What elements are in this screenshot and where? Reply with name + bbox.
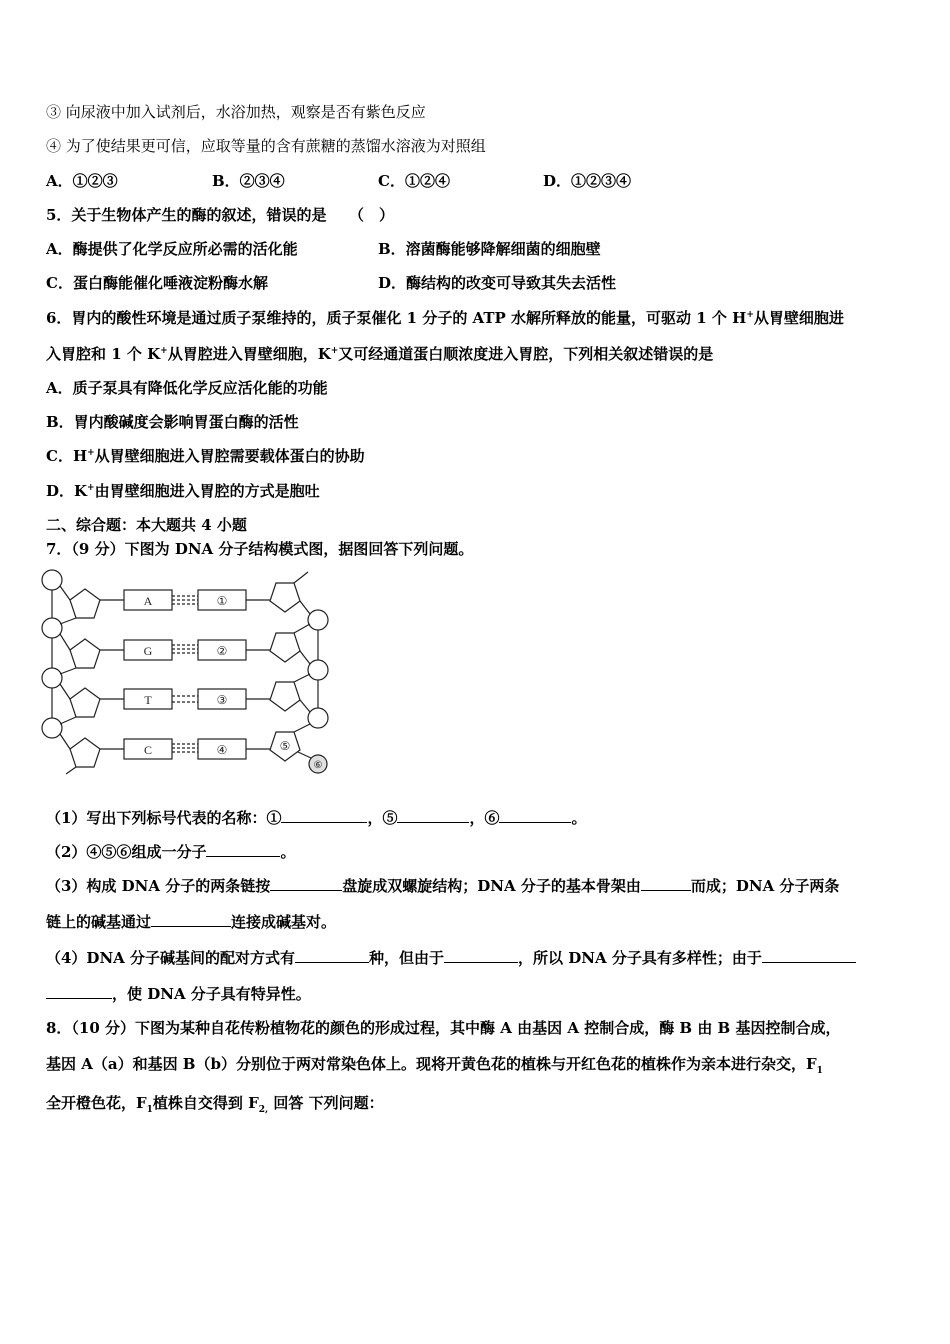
section-heading: 二、综合题：本大题共 4 小题 (46, 516, 247, 534)
q6-sup: + (87, 483, 95, 493)
q6-option-d-text: D．K (46, 482, 88, 500)
phosphate-left-2 (42, 618, 62, 638)
phosphate-left-1 (42, 570, 62, 590)
deoxyribose-right-2 (270, 633, 300, 662)
q7-sub1-text: 。 (571, 809, 587, 827)
q5-option-a: A．酶提供了化学反应所必需的活化能 (46, 240, 298, 258)
q4-option-a: A．①②③ (46, 172, 118, 190)
q8-line1: 8．（10 分）下图为某种自花传粉植物花的颜色的形成过程，其中酶 A 由基因 A 控制合成，酶 B 由 B 基因控制合成， (46, 1019, 841, 1037)
q7-sub4-line1 (46, 948, 856, 968)
q7-sub4-text: 种，但由于 (369, 949, 445, 967)
q7-sub1 (46, 808, 587, 828)
answer-blank[interactable] (499, 808, 571, 823)
left-glycosidic (100, 600, 124, 749)
q7-sub4-line2 (46, 984, 311, 1004)
q4-item4: ④ 为了使结果更可信，应取等量的含有蔗糖的蒸馏水溶液为对照组 (46, 137, 486, 155)
q6-stem-text: 从胃腔进入胃壁细胞，K (167, 345, 331, 363)
q7-sub3-line1 (46, 876, 839, 896)
answer-blank[interactable] (46, 984, 112, 999)
phosphate-left-4 (42, 718, 62, 738)
q7-sub1-text: ，⑤ (367, 809, 398, 827)
q4-item3: ③ 向尿液中加入试剂后，水浴加热，观察是否有紫色反应 (46, 103, 426, 121)
q7-sub3-text: 链上的碱基通过 (46, 913, 152, 931)
base-left-1: A (143, 594, 153, 608)
q4-option-d: D．①②③④ (543, 172, 632, 190)
q6-sup: + (330, 346, 339, 356)
q6-option-d-text: 由胃壁细胞进入胃腔的方式是胞吐 (94, 482, 320, 500)
q7-sub2 (46, 842, 295, 862)
label-2: ② (216, 644, 228, 658)
q5-stem: 5．关于生物体产生的酶的叙述，错误的是 （ ） (46, 206, 394, 224)
q6-stem-text: 又可经通道蛋白顺浓度进入胃腔，下列相关叙述错误的是 (338, 345, 714, 363)
q8-text: 植株自交得到 F (152, 1094, 259, 1112)
answer-blank[interactable] (281, 808, 367, 823)
deoxyribose-right-1 (270, 583, 300, 612)
q6-option-a: A．质子泵具有降低化学反应活化能的功能 (46, 379, 328, 397)
answer-blank[interactable] (641, 876, 691, 891)
answer-blank[interactable] (206, 842, 280, 857)
deoxyribose-left-1 (70, 589, 100, 618)
phosphate-right-3 (308, 708, 328, 728)
label-5: ⑤ (279, 739, 291, 753)
q7-sub2-text: 。 (280, 843, 296, 861)
q4-option-b: B．②③④ (212, 172, 285, 190)
q7-sub3-text: （3）构成 DNA 分子的两条链按 (46, 877, 271, 895)
base-left-4: C (143, 743, 153, 757)
phosphate-right-2 (308, 660, 328, 680)
q7-sub4-text: （4）DNA 分子碱基间的配对方式有 (46, 949, 296, 967)
q6-option-c (46, 446, 365, 466)
q6-option-b: B．胃内酸碱度会影响胃蛋白酶的活性 (46, 413, 299, 431)
q6-stem-line2 (46, 344, 713, 364)
q6-stem-text: 从胃壁细胞进 (753, 309, 844, 327)
q8-text: 回答 下列问题： (268, 1094, 384, 1112)
q5-option-c: C．蛋白酶能催化唾液淀粉酶水解 (46, 274, 268, 292)
q7-sub1-text: （1）写出下列标号代表的名称：① (46, 809, 282, 827)
q8-line3 (46, 1093, 384, 1113)
q5-option-b: B．溶菌酶能够降解细菌的细胞壁 (378, 240, 601, 258)
q8-line2 (46, 1054, 823, 1074)
q7-sub4-text: ，所以 DNA 分子具有多样性；由于 (518, 949, 762, 967)
answer-blank[interactable] (444, 948, 518, 963)
answer-blank[interactable] (295, 948, 369, 963)
q7-sub3-text: 连接成碱基对。 (231, 913, 337, 931)
q6-sup: + (160, 346, 168, 356)
q6-stem-line1 (46, 308, 844, 328)
answer-blank[interactable] (762, 948, 856, 963)
right-glycosidic (246, 600, 270, 749)
deoxyribose-left-2 (70, 639, 100, 668)
q6-stem-text: 6．胃内的酸性环境是通过质子泵维持的，质子泵催化 1 分子的 ATP 水解所释放的能量，可驱动 1 个 H (46, 309, 747, 327)
q7-stem: 7．（9 分）下图为 DNA 分子结构模式图，据图回答下列问题。 (46, 540, 474, 558)
q8-sub: 2, (258, 1105, 269, 1115)
answer-blank[interactable] (270, 876, 342, 891)
q7-sub3-line2 (46, 912, 336, 932)
phosphate-left-3 (42, 668, 62, 688)
dna-structure-diagram (40, 568, 340, 780)
deoxyribose-right-3 (270, 682, 300, 711)
q4-option-c: C．①②④ (378, 172, 450, 190)
q5-option-d: D．酶结构的改变可导致其失去活性 (378, 274, 617, 292)
q8-text: 基因 A（a）和基因 B（b）分别位于两对常染色体上。现将开黄色花的植株与开红色花的植株作为亲本进行杂交，F (46, 1055, 817, 1073)
q8-sub: 1 (146, 1105, 153, 1115)
q8-text: 全开橙色花，F (46, 1094, 147, 1112)
deoxyribose-left-3 (70, 688, 100, 717)
q6-option-d (46, 481, 320, 501)
q6-sup: + (746, 310, 754, 320)
q7-sub4-text: ，使 DNA 分子具有特异性。 (112, 985, 311, 1003)
q6-option-c-text: 从胃壁细胞进入胃腔需要载体蛋白的协助 (94, 447, 365, 465)
label-4: ④ (216, 743, 228, 757)
q7-sub1-text: ，⑥ (469, 809, 500, 827)
base-left-3: T (144, 693, 152, 707)
q6-stem-text: 入胃腔和 1 个 K (46, 345, 161, 363)
label-1: ① (216, 594, 228, 608)
base-left-2: G (143, 644, 153, 658)
label-6: ⑥ (313, 760, 323, 771)
answer-blank[interactable] (151, 912, 231, 927)
q8-sub: 1 (816, 1066, 823, 1076)
q7-sub2-text: （2）④⑤⑥组成一分子 (46, 843, 207, 861)
deoxyribose-left-4 (70, 738, 100, 767)
right-backbone-links (294, 572, 310, 732)
q6-sup: + (87, 448, 95, 458)
q7-sub3-text: 而成；DNA 分子两条 (690, 877, 840, 895)
hydrogen-bonds (172, 596, 198, 752)
phosphate-right-1 (308, 610, 328, 630)
label-3: ③ (216, 693, 228, 707)
answer-blank[interactable] (397, 808, 469, 823)
q7-sub3-text: 盘旋成双螺旋结构；DNA 分子的基本骨架由 (342, 877, 641, 895)
q6-option-c-text: C．H (46, 447, 88, 465)
